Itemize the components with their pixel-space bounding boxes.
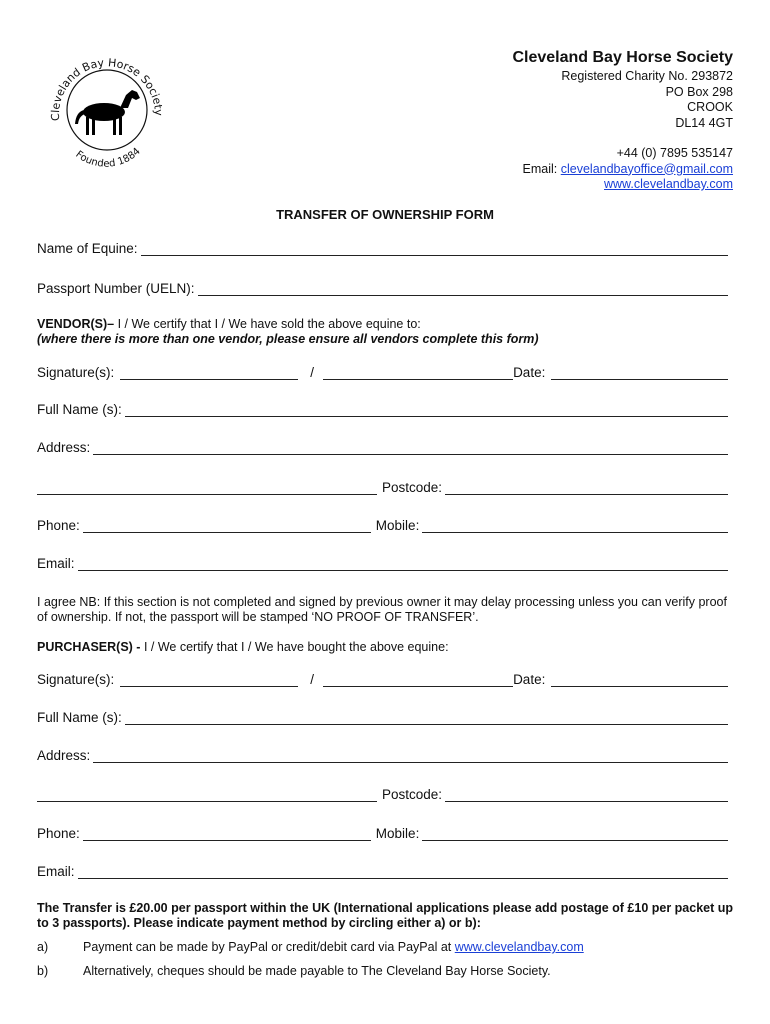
- vendor-signature-label: Signature(s):: [37, 365, 115, 380]
- org-po-box: PO Box 298: [665, 84, 733, 99]
- vendor-date-field[interactable]: [551, 366, 728, 380]
- org-name: Cleveland Bay Horse Society: [512, 49, 733, 66]
- form-title: TRANSFER OF OWNERSHIP FORM: [276, 207, 494, 222]
- vendor-postcode-field[interactable]: [445, 481, 728, 495]
- org-phone: +44 (0) 7895 535147: [616, 146, 733, 160]
- logo-ring-text: Cleveland Bay Horse Society: [48, 56, 166, 122]
- purchaser-email-label: Email:: [37, 864, 75, 879]
- vendor-full-name-field[interactable]: [125, 403, 728, 417]
- vendor-mobile-label: Mobile:: [375, 518, 420, 533]
- payment-option-b-key: b): [37, 964, 49, 978]
- org-postcode: DL14 4GT: [675, 115, 733, 130]
- vendor-email-label: Email:: [37, 556, 75, 571]
- vendor-postcode-label: Postcode:: [382, 480, 443, 495]
- equine-name-label: Name of Equine:: [37, 241, 138, 256]
- purchaser-email-row: [37, 861, 728, 879]
- org-charity-number: Registered Charity No. 293872: [561, 69, 733, 83]
- vendor-heading: VENDOR(S)–: [37, 317, 115, 331]
- purchaser-phone-field[interactable]: [83, 827, 371, 841]
- purchaser-signature-slash: /: [310, 672, 315, 687]
- purchaser-phone-label: Phone:: [37, 826, 80, 841]
- passport-row: [37, 278, 728, 296]
- vendor-heading-block: [37, 317, 737, 347]
- agree-notice: I agree NB: If this section is not completed and signed by previous owner it may delay processing unless you can verify proof of ownership. If not, the passport will be stamped ‘NO PROOF OF TRANSFER’.: [37, 595, 727, 624]
- purchaser-postcode-row: [37, 784, 728, 802]
- vendor-mobile-field[interactable]: [422, 519, 728, 533]
- vendor-statement: I / We certify that I / We have sold the above equine to:: [114, 317, 421, 331]
- purchaser-full-name-label: Full Name (s):: [37, 710, 122, 725]
- vendor-phone-row: [37, 515, 728, 533]
- org-email-link[interactable]: clevelandbayoffice@gmail.com: [560, 161, 733, 176]
- org-email-line: [512, 162, 733, 178]
- organisation-details: [512, 48, 733, 193]
- vendor-address-label: Address:: [37, 440, 91, 455]
- purchaser-email-field[interactable]: [78, 865, 728, 879]
- vendor-signature-slash: /: [310, 365, 315, 380]
- vendor-email-field[interactable]: [78, 557, 728, 571]
- purchaser-heading-block: [37, 640, 737, 655]
- vendor-address-field-1[interactable]: [93, 441, 728, 455]
- society-logo: [44, 40, 168, 176]
- purchaser-postcode-field[interactable]: [445, 788, 728, 802]
- purchaser-full-name-field[interactable]: [125, 711, 728, 725]
- vendor-postcode-row: [37, 477, 728, 495]
- vendor-phone-field[interactable]: [83, 519, 371, 533]
- vendor-date-label: Date:: [513, 365, 546, 380]
- payment-option-b-text: Alternatively, cheques should be made payable to The Cleveland Bay Horse Society.: [83, 964, 551, 978]
- vendor-signature-row: [37, 362, 728, 380]
- org-website-link[interactable]: www.clevelandbay.com: [604, 177, 733, 191]
- vendor-note: (where there is more than one vendor, please ensure all vendors complete this form): [37, 332, 539, 346]
- purchaser-signature-field-1[interactable]: [120, 673, 298, 687]
- payment-option-a-key: a): [37, 940, 49, 954]
- purchaser-signature-field-2[interactable]: [323, 673, 513, 687]
- logo-founded-text: Founded 1884: [73, 146, 143, 170]
- purchaser-signature-row: [37, 669, 728, 687]
- purchaser-phone-row: [37, 823, 728, 841]
- purchaser-address-label: Address:: [37, 748, 91, 763]
- org-town: CROOK: [687, 100, 733, 114]
- vendor-phone-label: Phone:: [37, 518, 80, 533]
- purchaser-address-field-1[interactable]: [93, 749, 728, 763]
- vendor-email-row: [37, 553, 728, 571]
- passport-label: Passport Number (UELN):: [37, 281, 195, 296]
- purchaser-heading: PURCHASER(S) -: [37, 640, 141, 654]
- purchaser-date-field[interactable]: [551, 673, 728, 687]
- vendor-full-name-label: Full Name (s):: [37, 402, 122, 417]
- purchaser-address-field-2[interactable]: [37, 788, 377, 802]
- passport-field[interactable]: [198, 282, 728, 296]
- purchaser-signature-label: Signature(s):: [37, 672, 115, 687]
- org-email-label: Email:: [522, 161, 561, 176]
- vendor-signature-field-1[interactable]: [120, 366, 298, 380]
- vendor-full-name-row: [37, 399, 728, 417]
- purchaser-address-row: [37, 745, 728, 763]
- vendor-address-field-2[interactable]: [37, 481, 377, 495]
- purchaser-postcode-label: Postcode:: [382, 787, 443, 802]
- purchaser-full-name-row: [37, 707, 728, 725]
- vendor-signature-field-2[interactable]: [323, 366, 513, 380]
- purchaser-mobile-field[interactable]: [422, 827, 728, 841]
- purchaser-statement: I / We certify that I / We have bought the above equine:: [140, 640, 449, 654]
- transfer-fee-notice: The Transfer is £20.00 per passport within the UK (International applications please add postage of £10 per packet up to 3 passports). Please indicate payment method by circling either a) or b):: [37, 901, 734, 930]
- vendor-address-row: [37, 437, 728, 455]
- horse-icon: [75, 90, 140, 135]
- equine-name-field[interactable]: [141, 242, 728, 256]
- payment-paypal-link[interactable]: www.clevelandbay.com: [454, 940, 584, 954]
- purchaser-mobile-label: Mobile:: [375, 826, 420, 841]
- payment-option-a: [37, 940, 737, 954]
- payment-option-b: [37, 964, 737, 978]
- equine-name-row: [37, 238, 728, 256]
- payment-option-a-text: Payment can be made by PayPal or credit/debit card via PayPal at: [83, 940, 455, 954]
- purchaser-date-label: Date:: [513, 672, 546, 687]
